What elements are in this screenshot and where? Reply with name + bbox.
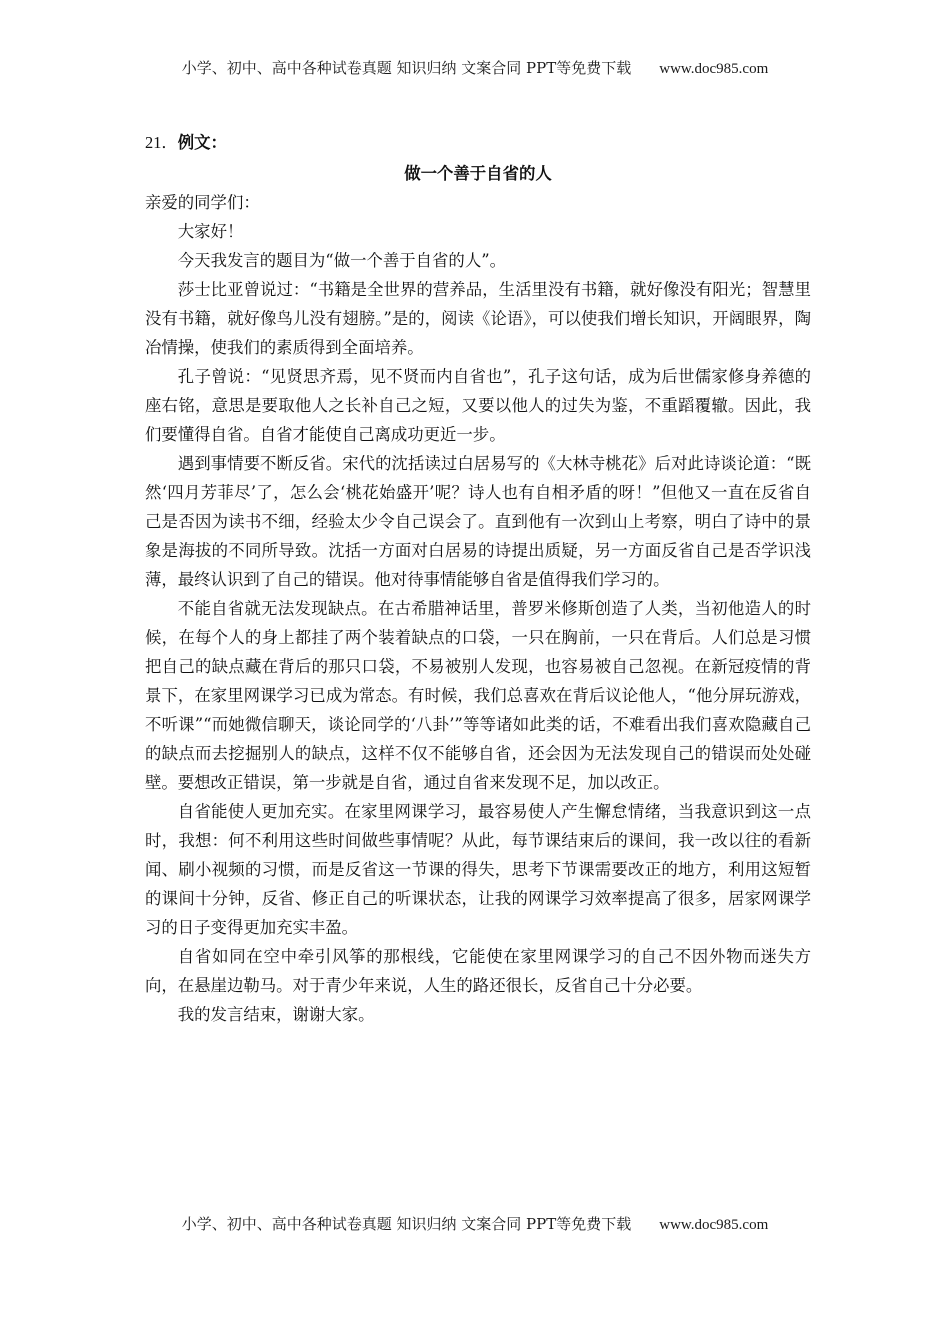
essay-closing: 我的发言结束，谢谢大家。 bbox=[177, 1005, 375, 1024]
header-text: 小学、初中、高中各种试卷真题 知识归纳 文案合同 PPT等免费下载 bbox=[181, 59, 632, 77]
essay-paragraph: 遇到事情要不断反省。宋代的沈括读过白居易写的《大林寺桃花》后对此诗谈论道：“既然‘四月芳菲尽’了，怎么会‘桃花始盛开’呢？诗人也有自相矛盾的呀！”但他又一直在反省自己是否因为读书不细，经验太少令自己误会了。直到他有一次到山上考察，明白了诗中的景象是海拔的不同所导致。沈括一方面对白居易的诗提出质疑，另一方面反省自己是否学识浅薄，最终认识到了自己的错误。他对待事情能够自省是值得我们学习的。 bbox=[145, 454, 811, 589]
essay-paragraph: 今天我发言的题目为“做一个善于自省的人”。 bbox=[177, 251, 506, 270]
question-label: 例文： bbox=[177, 133, 227, 152]
essay-paragraph: 自省能使人更加充实。在家里网课学习，最容易使人产生懈怠情绪，当我意识到这一点时，我想：何不利用这些时间做些事情呢？从此，每节课结束后的课间，我一改以往的看新闻、刷小视频的习惯，而是反省这一节课的得失，思考下节课需要改正的地方，利用这短暂的课间十分钟，反省、修正自己的听课状态，让我的网课学习效率提高了很多，居家网课学习的日子变得更加充实丰盈。 bbox=[145, 802, 811, 937]
header-url[interactable]: www.doc985.com bbox=[659, 61, 769, 77]
question-number: 21． bbox=[145, 133, 178, 152]
essay-paragraph: 不能自省就无法发现缺点。在古希腊神话里，普罗米修斯创造了人类，当初他造人的时候，在每个人的身上都挂了两个装着缺点的口袋，一只在胸前，一只在背后。人们总是习惯把自己的缺点藏在背后的那只口袋，不易被别人发现，也容易被自己忽视。在新冠疫情的背景下，在家里网课学习已成为常态。有时候，我们总喜欢在背后议论他人，“他分屏玩游戏，不听课”“而她微信聊天，谈论同学的‘八卦’”等等诸如此类的话，不难看出我们喜欢隐藏自己的缺点而去挖掘别人的缺点，这样不仅不能够自省，还会因为无法发现自己的错误而处处碰壁。要想改正错误，第一步就是自省，通过自省来发现不足，加以改正。 bbox=[145, 599, 811, 792]
question-heading bbox=[145, 128, 811, 157]
essay-paragraph: 自省如同在空中牵引风筝的那根线，它能使在家里网课学习的自己不因外物而迷失方向，在悬崖边勒马。对于青少年来说，人生的路还很长，反省自己十分必要。 bbox=[145, 947, 811, 995]
footer-text: 小学、初中、高中各种试卷真题 知识归纳 文案合同 PPT等免费下载 bbox=[181, 1215, 632, 1233]
footer-url[interactable]: www.doc985.com bbox=[659, 1217, 769, 1233]
essay-paragraph: 莎士比亚曾说过：“书籍是全世界的营养品，生活里没有书籍，就好像没有阳光；智慧里没有书籍，就好像鸟儿没有翅膀。”是的，阅读《论语》，可以使我们增长知识，开阔眼界，陶冶情操，使我们的素质得到全面培养。 bbox=[145, 280, 811, 357]
essay-salutation: 亲爱的同学们： bbox=[145, 193, 260, 212]
essay-paragraph: 孔子曾说：“见贤思齐焉，见不贤而内自省也”，孔子这句话，成为后世儒家修身养德的座右铭，意思是要取他人之长补自己之短，又要以他人的过失为鉴，不重蹈覆辙。因此，我们要懂得自省。自省才能使自己离成功更近一步。 bbox=[145, 367, 811, 444]
page-header bbox=[0, 57, 950, 78]
essay-paragraph: 大家好！ bbox=[177, 222, 244, 241]
page-footer bbox=[0, 1213, 950, 1234]
document-body bbox=[145, 128, 811, 1029]
essay-title: 做一个善于自省的人 bbox=[404, 164, 552, 183]
